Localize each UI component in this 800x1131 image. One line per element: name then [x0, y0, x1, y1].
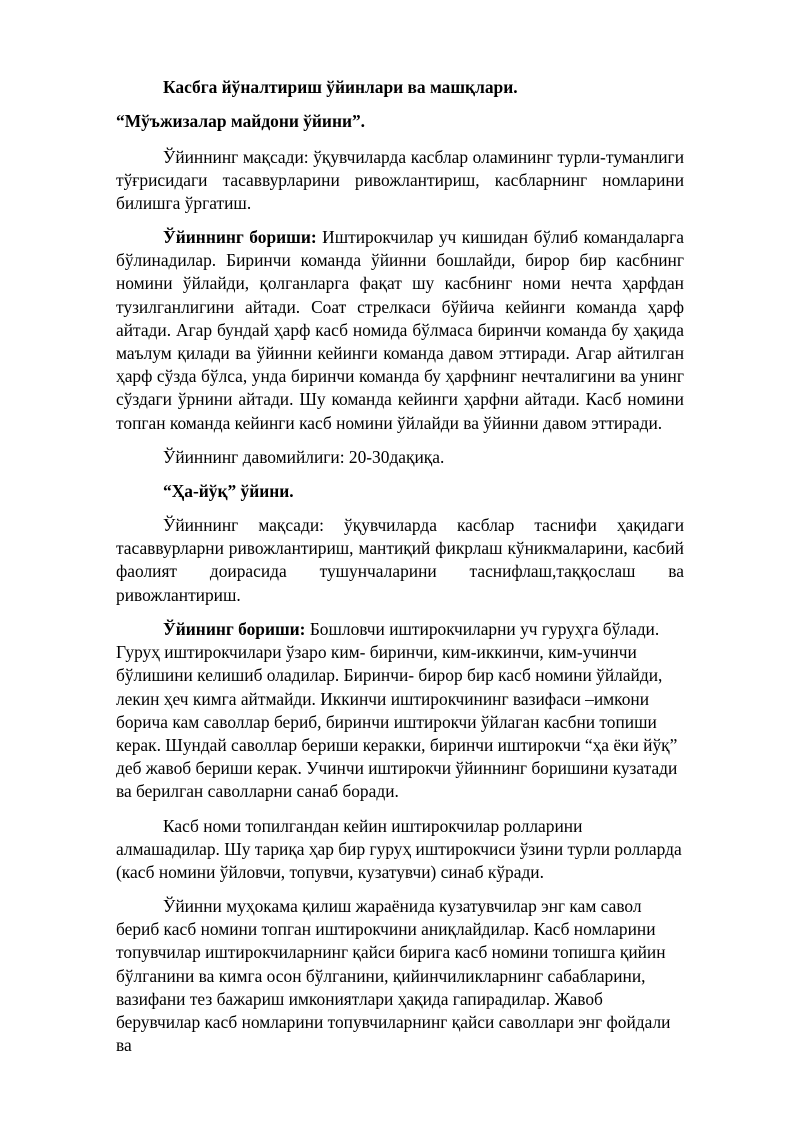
game1-purpose: Ўйиннинг мақсади: ўқувчиларда касблар оламининг турли-туманлиги тўғрисидаги тасаввурларини ривожлантириш, касбларнинг номларини билишга ўргатиш.: [116, 147, 684, 214]
game1-title: “Мўъжизалар майдони ўйини”.: [116, 111, 366, 131]
game2-roles: Касб номи топилгандан кейин иштирокчилар ролларини алмашадилар. Шу тариқа ҳар бир гуруҳ иштирокчиси ўзини турли ролларда (касб номини ўйловчи, топувчи, кузатувчи) синаб кўради.: [116, 816, 682, 883]
game1-procedure: [116, 226, 684, 435]
game1-duration: Ўйиннинг давомийлиги: 20-30дақиқа.: [163, 447, 445, 467]
document-title: Касбга йўналтириш ўйинлари ва машқлари.: [163, 77, 518, 97]
game1-procedure-label: Ўйиннинг бориши:: [163, 227, 317, 247]
game2-purpose: Ўйиннинг мақсади: ўқувчиларда касблар таснифи ҳақидаги тасаввурларни ривожлантириш, мантиқий фикрлаш кўникмаларини, касбий фаолият доирасида тушунчаларини таснифлаш,таққослаш ва ривожлантириш.: [116, 515, 684, 605]
game2-discussion: Ўйинни муҳокама қилиш жараёнида кузатувчилар энг кам савол бериб касб номини топган иштирокчини аниқлайдилар. Касб номларини топувчилар иштирокчиларнинг қайси бирига касб номини топишга қийин бўлганини ва кимга осон бўлганини, қийинчиликларнинг сабабларини, вазифани тез бажариш имкониятлари ҳақида гапирадилар. Жавоб берувчилар касб номларини топувчиларнинг қайси саволлари энг фойдали ва: [116, 896, 671, 1056]
game2-procedure: [116, 618, 684, 804]
game2-title: “Ҳа-йўқ” ўйини.: [163, 481, 294, 501]
game1-procedure-text: Иштирокчилар уч кишидан бўлиб командаларга бўлинадилар. Биринчи команда ўйинни бошлайди, бирор бир касбнинг номини ўйлайди, қолганларга фақат шу касбнинг номи нечта ҳарфдан тузилганлигини айтади. Соат стрелкаси бўйича кейинги команда ҳарф айтади. Агар бундай ҳарф касб номида бўлмаса биринчи команда бу ҳақида маълум қилади ва ўйинни кейинги команда давом эттиради. Агар айтилган ҳарф сўзда бўлса, унда биринчи команда бу ҳарфнинг нечталигини ва унинг сўздаги ўрнини айтади. Шу команда кейинги ҳарфни айтади. Касб номини топган команда кейинги касб номини ўйлайди ва ўйинни давом эттиради.: [116, 227, 684, 433]
game2-procedure-label: Ўйининг бориши:: [163, 619, 306, 639]
game2-procedure-text: Бошловчи иштирокчиларни уч гуруҳга бўлади. Гуруҳ иштирокчилари ўзаро ким- биринчи, ким-иккинчи, ким-учинчи бўлишини келишиб оладилар. Биринчи- бирор бир касб номини ўйлайди, лекин ҳеч кимга айтмайди. Иккинчи иштирокчининг вазифаси –имкони борича кам саволлар бериб, биринчи иштирокчи ўйлаган касбни топиши керак. Шундай саволлар бериши керакки, биринчи иштирокчи “ҳа ёки йўқ” деб жавоб бериши керак. Учинчи иштирокчи ўйиннинг боришини кузатади ва берилган саволларни санаб боради.: [116, 619, 678, 802]
